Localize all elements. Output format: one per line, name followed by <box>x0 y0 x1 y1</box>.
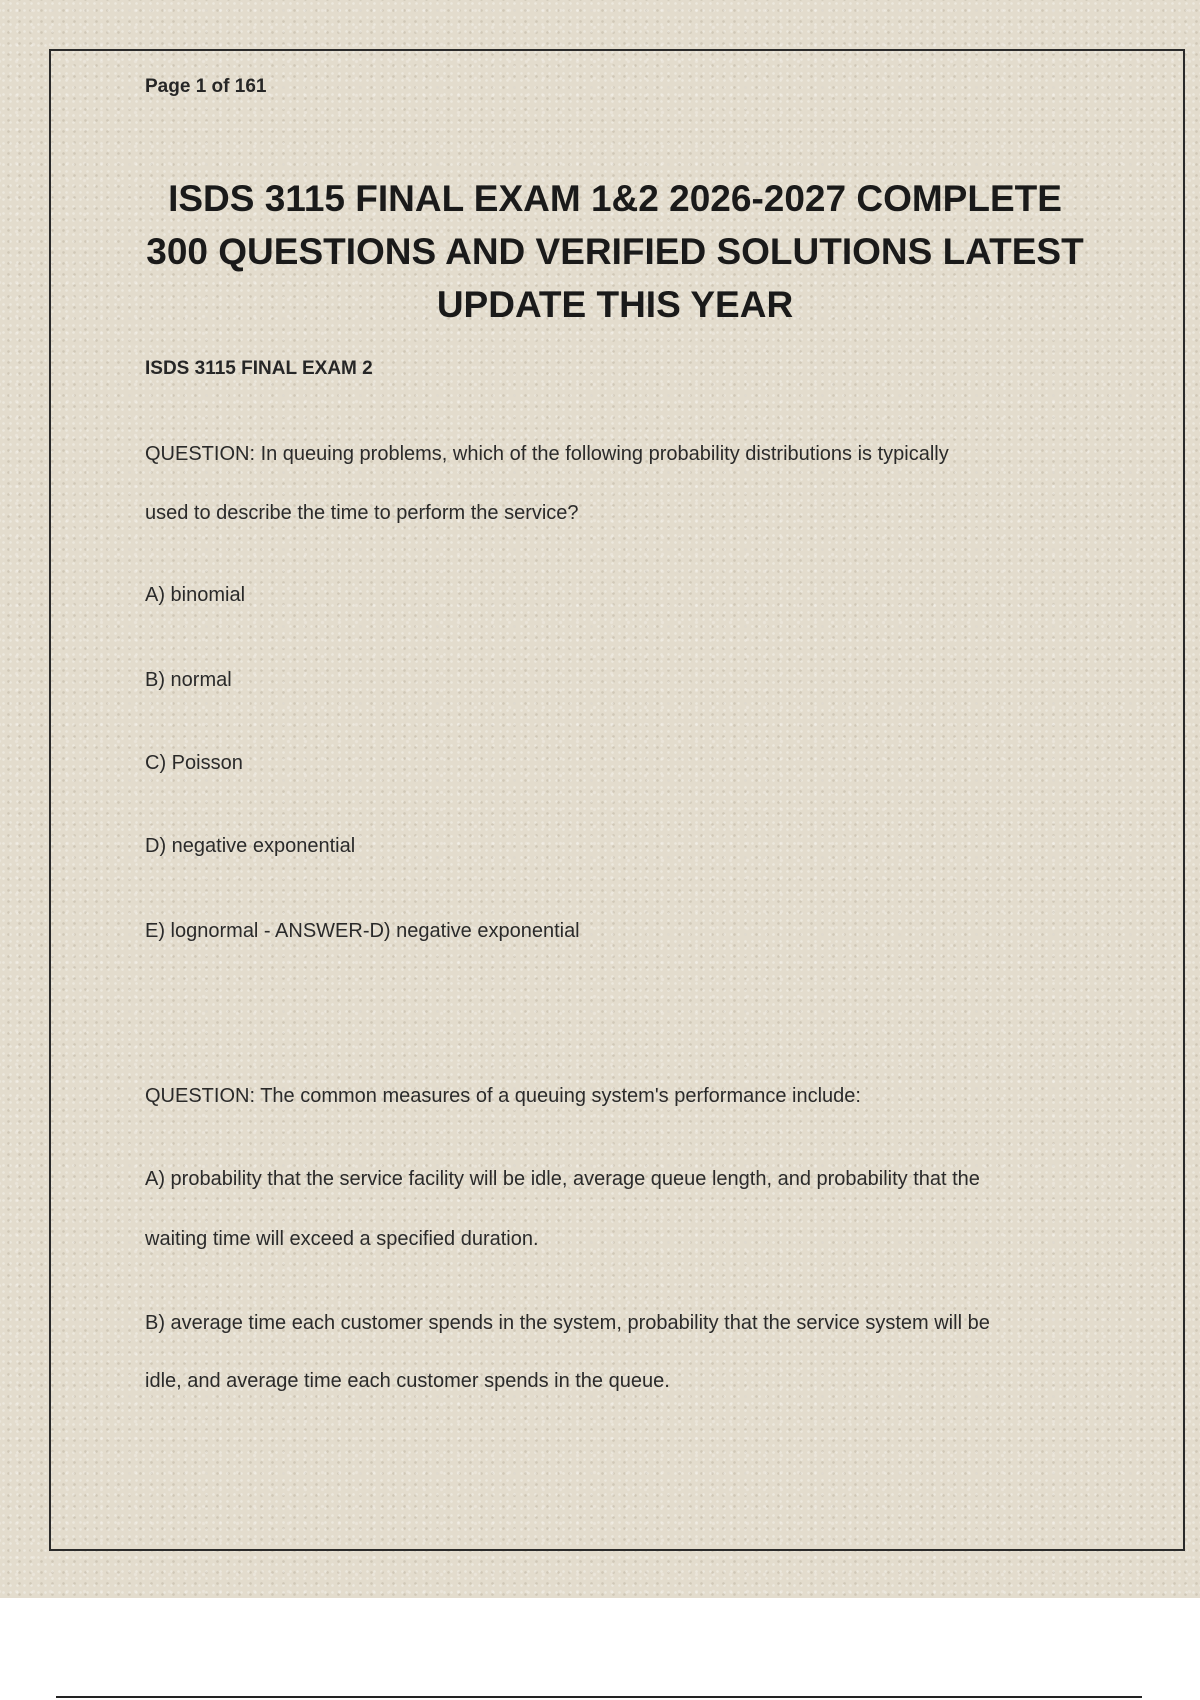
title-line-1: ISDS 3115 FINAL EXAM 1&2 2026-2027 COMPLETE <box>168 178 1062 219</box>
question-1-option-c: C) Poisson <box>145 752 243 774</box>
question-1-option-a: A) binomial <box>145 584 246 606</box>
page-number: Page 1 of 161 <box>145 76 267 97</box>
document-title <box>130 172 1100 331</box>
question-1-option-d: D) negative exponential <box>145 835 356 857</box>
question-2-option-b-line-1: B) average time each customer spends in the system, probability that the service system will be <box>145 1312 990 1334</box>
title-line-2: 300 QUESTIONS AND VERIFIED SOLUTIONS LATEST <box>146 231 1084 272</box>
question-1-option-b: B) normal <box>145 669 232 691</box>
section-subtitle: ISDS 3115 FINAL EXAM 2 <box>145 358 373 379</box>
question-1-line-2: used to describe the time to perform the service? <box>145 502 579 524</box>
title-line-3: UPDATE THIS YEAR <box>436 284 794 325</box>
question-2-option-b-line-2: idle, and average time each customer spends in the queue. <box>145 1370 670 1392</box>
question-1-option-e-answer: E) lognormal - ANSWER-D) negative exponential <box>145 920 580 942</box>
question-1-line-1: QUESTION: In queuing problems, which of the following probability distributions is typically <box>145 443 949 465</box>
question-2-option-a-line-2: waiting time will exceed a specified duration. <box>145 1228 539 1250</box>
question-2-line-1: QUESTION: The common measures of a queuing system's performance include: <box>145 1085 861 1107</box>
question-2-option-a-line-1: A) probability that the service facility will be idle, average queue length, and probability that the <box>145 1168 980 1190</box>
footer-divider <box>56 1696 1142 1698</box>
